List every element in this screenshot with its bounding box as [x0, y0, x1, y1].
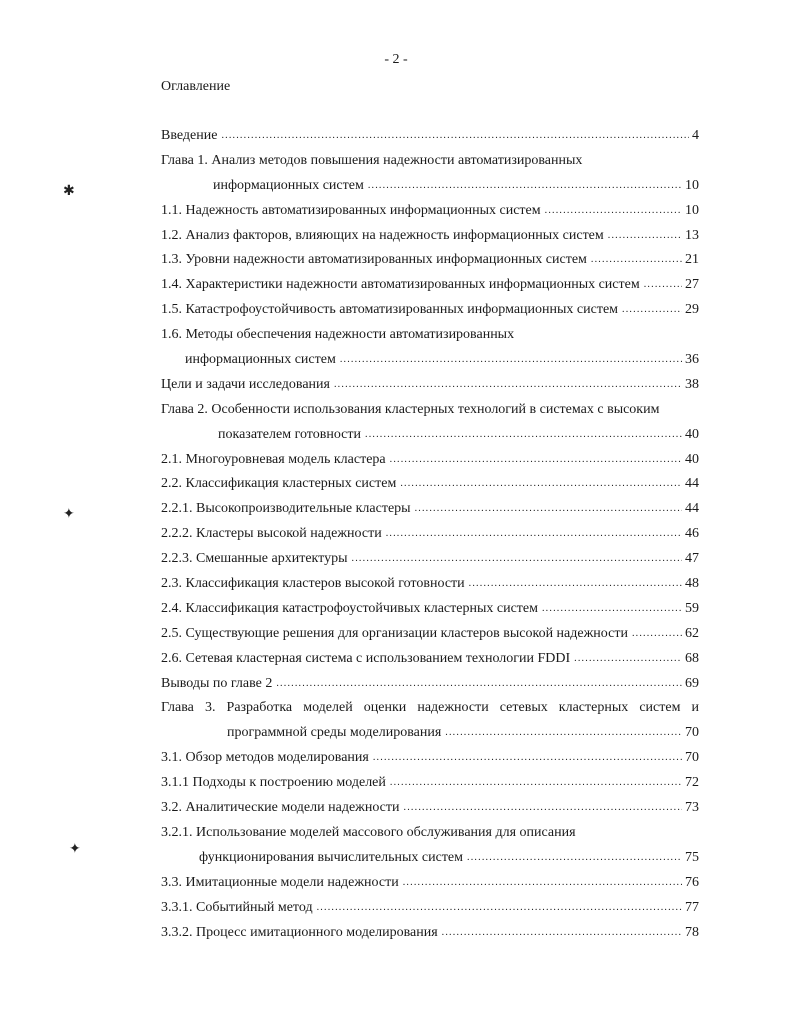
- toc-entry-page: 21: [685, 252, 699, 268]
- toc-entry: [161, 846, 699, 871]
- toc-entry: [161, 896, 699, 921]
- dot-leader: [403, 871, 682, 896]
- dot-leader: [644, 273, 682, 298]
- toc-entry-title: информационных систем: [213, 177, 364, 193]
- toc-entry: [161, 398, 699, 423]
- toc-entry-title: Глава 1. Анализ методов повышения надежности автоматизированных: [161, 152, 583, 168]
- toc-entry-title: Выводы по главе 2: [161, 675, 273, 691]
- dot-leader: [365, 423, 682, 448]
- toc-entry-title: Цели и задачи исследования: [161, 376, 330, 392]
- toc-entry-title: 1.1. Надежность автоматизированных информационных систем: [161, 202, 541, 218]
- toc-entry-title: 1.6. Методы обеспечения надежности автоматизированных: [161, 327, 515, 343]
- toc-entry-page: 46: [685, 526, 699, 542]
- toc-entry-page: 73: [685, 800, 699, 816]
- toc-entry-page: 38: [685, 376, 699, 392]
- toc-entry-page: 70: [685, 750, 699, 766]
- dot-leader: [622, 298, 682, 323]
- dot-leader: [467, 846, 682, 871]
- dot-leader: [373, 746, 682, 771]
- dot-leader: [352, 547, 682, 572]
- toc-entry: [161, 572, 699, 597]
- toc-entry: [161, 248, 699, 273]
- dot-leader: [442, 921, 682, 946]
- toc-entry: [161, 199, 699, 224]
- toc-entry-title: 3.2. Аналитические модели надежности: [161, 800, 400, 816]
- toc-entry-title: Введение: [161, 128, 218, 143]
- dot-leader: [340, 348, 682, 373]
- toc-entry-title: показателем готовности: [218, 426, 361, 442]
- toc-entry-page: 36: [685, 352, 699, 368]
- toc-entry-page: 4: [692, 128, 699, 143]
- dot-leader: [591, 248, 682, 273]
- dot-leader: [390, 771, 682, 796]
- toc-entry: [161, 647, 699, 672]
- dot-leader: [415, 497, 682, 522]
- toc-entry-title: Глава 2. Особенности использования кластерных технологий в системах с высоким: [161, 401, 660, 417]
- toc-entry-page: 10: [685, 202, 699, 218]
- toc-entry: [161, 821, 699, 846]
- toc-entry-page: 75: [685, 849, 699, 865]
- toc-entry-page: 78: [685, 924, 699, 940]
- toc-entry: [161, 423, 699, 448]
- margin-star-mark: ✦: [69, 842, 81, 857]
- toc-entry-title: 2.6. Сетевая кластерная система с использованием технологии FDDI: [161, 650, 571, 666]
- dot-leader: [221, 124, 689, 149]
- toc-entry-title: программной среды моделирования: [227, 725, 442, 741]
- toc-entry: [161, 448, 699, 473]
- toc-entry: [161, 497, 699, 522]
- toc-entry: [161, 373, 699, 398]
- dot-leader: [276, 672, 682, 697]
- toc-entry-page: 27: [685, 277, 699, 293]
- page-number: - 2 -: [384, 52, 408, 67]
- toc-entry: [161, 124, 699, 149]
- toc-entry-page: 44: [685, 501, 699, 517]
- toc-title: Оглавление: [161, 79, 231, 94]
- dot-leader: [632, 622, 682, 647]
- toc-entry-page: 68: [685, 650, 699, 666]
- margin-star-mark: ✱: [63, 184, 75, 199]
- toc-entry-title: 3.3.2. Процесс имитационного моделирования: [161, 924, 438, 940]
- toc-entry: [161, 547, 699, 572]
- toc-entry-title: 2.3. Классификация кластеров высокой готовности: [161, 576, 465, 592]
- toc-entry: [161, 149, 699, 174]
- toc-entry-title: 2.5. Существующие решения для организации кластеров высокой надежности: [161, 625, 628, 641]
- toc-entry-title: информационных систем: [185, 352, 336, 368]
- toc-entry: [161, 796, 699, 821]
- toc-entry: [161, 871, 699, 896]
- toc-entry-title: 1.5. Катастрофоустойчивость автоматизированных информационных систем: [161, 302, 619, 318]
- toc-entry-page: 10: [685, 177, 699, 193]
- toc-entry-page: 72: [685, 775, 699, 791]
- toc-entry-title: 2.2.2. Кластеры высокой надежности: [161, 526, 382, 542]
- toc-entry: [161, 348, 699, 373]
- toc-entry-page: 62: [685, 625, 699, 641]
- toc-entry-page: 40: [685, 426, 699, 442]
- toc-entry: [161, 696, 699, 721]
- toc-entry-page: 76: [685, 874, 699, 890]
- toc-entry-title: 3.1. Обзор методов моделирования: [161, 750, 369, 766]
- toc-entry-page: 48: [685, 576, 699, 592]
- toc-entry-page: 69: [685, 675, 699, 691]
- dot-leader: [469, 572, 682, 597]
- toc-entry-title: 3.3. Имитационные модели надежности: [161, 874, 399, 890]
- dot-leader: [400, 472, 682, 497]
- toc-entry: [161, 224, 699, 249]
- dot-leader: [608, 224, 682, 249]
- toc-entry-page: 59: [685, 600, 699, 616]
- toc-entry: [161, 622, 699, 647]
- toc-entry-page: 47: [685, 551, 699, 567]
- dot-leader: [334, 373, 682, 398]
- dot-leader: [445, 721, 682, 746]
- toc-entry-title: 1.2. Анализ факторов, влияющих на надежность информационных систем: [161, 227, 604, 243]
- toc-entry: [161, 672, 699, 697]
- toc-entry-title: 2.2.1. Высокопроизводительные кластеры: [161, 501, 411, 517]
- toc-entry-title: 2.2.3. Смешанные архитектуры: [161, 551, 348, 567]
- toc-entry: [161, 273, 699, 298]
- dot-leader: [542, 597, 682, 622]
- dot-leader: [317, 896, 682, 921]
- toc-entry-title: 3.3.1. Событийный метод: [161, 899, 313, 915]
- toc-entry: [161, 323, 699, 348]
- dot-leader: [390, 448, 682, 473]
- dot-leader: [574, 647, 682, 672]
- toc-entry-title: 1.3. Уровни надежности автоматизированных информационных систем: [161, 252, 587, 268]
- toc-entry-title: 2.2. Классификация кластерных систем: [161, 476, 397, 492]
- margin-star-mark: ✦: [63, 507, 75, 522]
- toc-entry-title: 1.4. Характеристики надежности автоматизированных информационных систем: [161, 277, 640, 293]
- toc-entry-title: 3.2.1. Использование моделей массового обслуживания для описания: [161, 824, 576, 840]
- dot-leader: [404, 796, 682, 821]
- toc-entry-page: 77: [685, 899, 699, 915]
- toc-entry: [161, 597, 699, 622]
- toc-entry-title: 2.4. Классификация катастрофоустойчивых кластерных систем: [161, 600, 538, 616]
- toc-entry: [161, 174, 699, 199]
- dot-leader: [368, 174, 682, 199]
- dot-leader: [386, 522, 682, 547]
- toc-entry-page: 70: [685, 725, 699, 741]
- toc-entry: [161, 522, 699, 547]
- toc-entry: [161, 721, 699, 746]
- dot-leader: [545, 199, 682, 224]
- table-of-contents: [161, 124, 699, 945]
- toc-entry-title: 2.1. Многоуровневая модель кластера: [161, 451, 386, 467]
- toc-entry-title: 3.1.1 Подходы к построению моделей: [161, 775, 386, 791]
- toc-entry: [161, 921, 699, 946]
- toc-entry-page: 29: [685, 302, 699, 318]
- toc-entry-page: 40: [685, 451, 699, 467]
- toc-entry: [161, 472, 699, 497]
- toc-entry: [161, 746, 699, 771]
- toc-entry-page: 44: [685, 476, 699, 492]
- toc-entry: [161, 771, 699, 796]
- toc-entry-title: Глава 3. Разработка моделей оценки надежности сетевых кластерных систем и: [161, 700, 699, 716]
- toc-entry-title: функционирования вычислительных систем: [199, 849, 464, 865]
- toc-entry-page: 13: [685, 227, 699, 243]
- toc-entry: [161, 298, 699, 323]
